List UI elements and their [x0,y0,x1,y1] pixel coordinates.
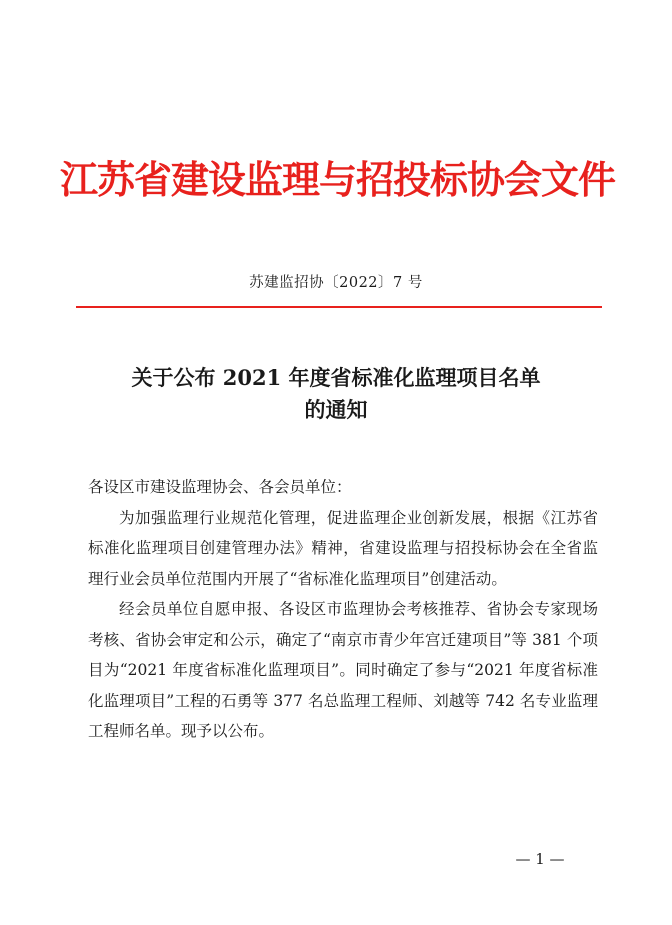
notice-title-line-2: 的通知 [304,397,368,422]
body-paragraph-1: 为加强监理行业规范化管理，促进监理企业创新发展，根据《江苏省标准化监理项目创建管理办法》精神，省建设监理与招投标协会在全省监理行业会员单位范围内开展了“省标准化监理项目”创建活动。 [88,508,598,588]
red-divider-line [76,306,602,308]
notice-title [60,362,612,426]
notice-title-line-1: 关于公布 2021 年度省标准化监理项目名单 [131,365,541,390]
body-paragraph-2: 经会员单位自愿申报、各设区市监理协会考核推荐、省协会专家现场考核、省协会审定和公示，确定了“南京市青少年宫迁建项目”等 381 个项目为“2021 年度省标准化监理项目”。同时确定了参与“2021 年度省标准化监理项目”工程的石勇等 377 名总监理工程师、刘越等 742 名专业监理工程师名单。现予以公布。 [88,600,598,740]
page-number: — 1 — [515,850,565,868]
document-number: 苏建监招协〔2022〕7 号 [249,275,423,291]
masthead-title: 江苏省建设监理与招投标协会文件 [60,158,616,202]
salutation: 各设区市建设监理协会、各会员单位： [88,478,352,496]
notice-body [88,472,598,747]
